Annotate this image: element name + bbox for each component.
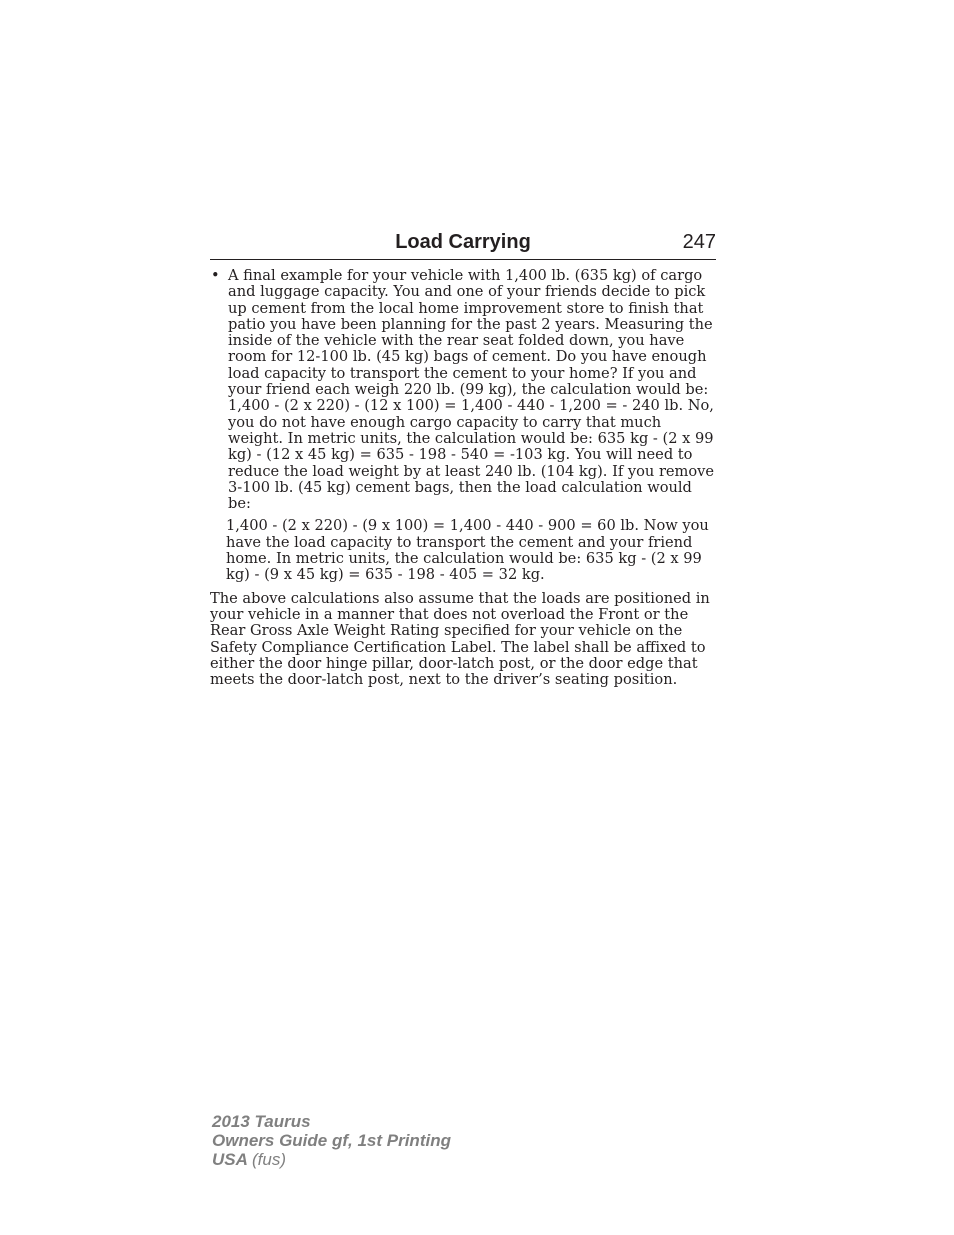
footer-region-name: USA	[212, 1150, 248, 1169]
page-content	[210, 268, 718, 688]
closing-paragraph: The above calculations also assume that the loads are positioned in your vehicle in a manner that does not overload the Front or the Rear Gross Axle Weight Rating specified for your vehicle on the Safety Compliance Certification Label. The label shall be affixed to either the door hinge pillar, door-latch post, or the door edge that meets the door-latch post, next to the driver’s seating position.	[210, 589, 710, 689]
bullet-item	[210, 268, 718, 512]
footer-model: 2013 Taurus	[212, 1112, 311, 1131]
bullet-icon: •	[211, 267, 220, 284]
footer-guide: Owners Guide gf, 1st Printing	[212, 1131, 451, 1150]
footer-region	[212, 1150, 451, 1169]
bullet-text: A final example for your vehicle with 1,400 lb. (635 kg) of cargo and luggage capacity. You and one of your friends decide to pick up cement from the local home improvement store to finish that patio you have been planning for the past 2 years. Measuring the inside of the vehicle with the rear seat folded down, you have room for 12-100 lb. (45 kg) bags of cement. Do you have enough load capacity to transport the cement to your home? If you and your friend each weigh 220 lb. (99 kg), the calculation would be: 1,400 - (2 x 220) - (12 x 100) = 1,400 - 440 - 1,200 = - 240 lb. No, you do not have enough cargo capacity to carry that much weight. In metric units, the calculation would be: 635 kg - (2 x 99 kg) - (12 x 45 kg) = 635 - 198 - 540 = -103 kg. You will need to reduce the load weight by at least 240 lb. (104 kg). If you remove 3-100 lb. (45 kg) cement bags, then the load calculation would be:	[228, 267, 715, 513]
page-number: 247	[682, 231, 716, 253]
section-title: Load Carrying	[395, 231, 531, 253]
footer-region-code: (fus)	[252, 1150, 286, 1169]
calculation-paragraph: 1,400 - (2 x 220) - (9 x 100) = 1,400 - 440 - 900 = 60 lb. Now you have the load capacity to transport the cement and your friend home. In metric units, the calculation would be: 635 kg - (2 x 99 kg) - (9 x 45 kg) = 635 - 198 - 405 = 32 kg.	[226, 517, 709, 584]
page-header	[210, 229, 716, 260]
page-footer	[212, 1112, 451, 1169]
